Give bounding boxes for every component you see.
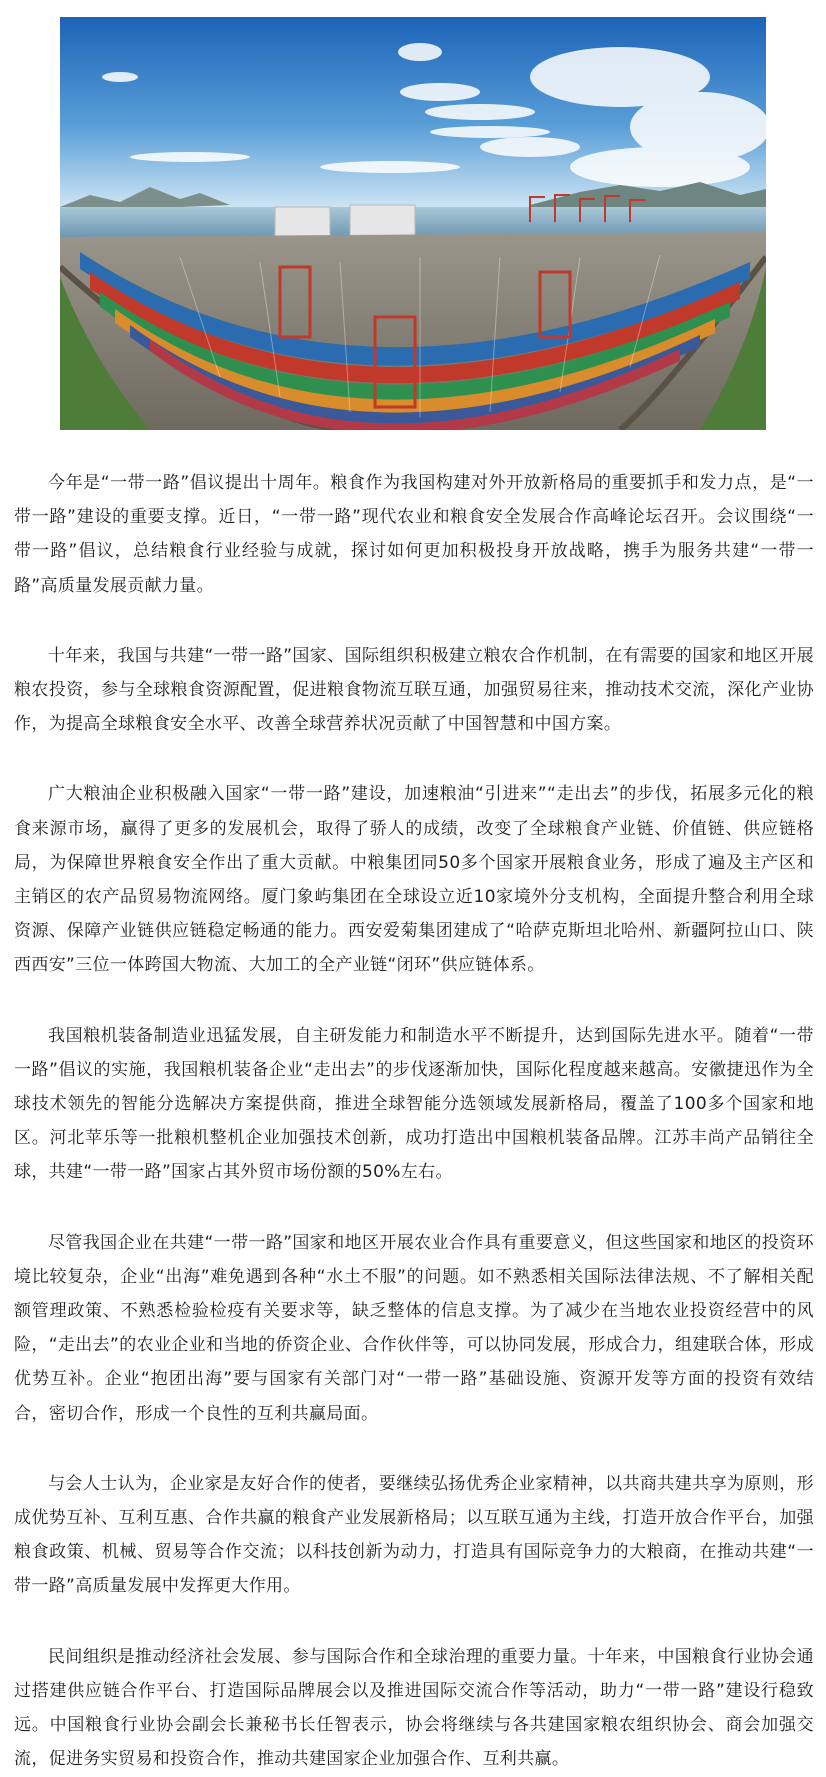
hero-photo-illustration xyxy=(60,17,766,430)
hero-photo-port-containers xyxy=(60,17,766,430)
article-paragraph: 广大粮油企业积极融入国家“一带一路”建设，加速粮油“引进来”“走出去”的步伐，拓展多元化的粮食来源市场，赢得了更多的发展机会，取得了骄人的成绩，改变了全球粮食产业链、价值链、供应链格局，为保障世界粮食安全作出了重大贡献。中粮集团同50多个国家开展粮食业务，形成了遍及主产区和主销区的农产品贸易物流网络。厦门象屿集团在全球设立近10家境外分支机构，全面提升整合利用全球资源、保障产业链供应链稳定畅通的能力。西安爱菊集团建成了“哈萨克斯坦北哈州、新疆阿拉山口、陕西西安”三位一体跨国大物流、大加工的全产业链“闭环”供应链体系。 xyxy=(14,784,814,976)
article-body xyxy=(14,466,814,1777)
article-paragraph: 十年来，我国与共建“一带一路”国家、国际组织积极建立粮农合作机制，在有需要的国家和地区开展粮农投资，参与全球粮食资源配置，促进粮食物流互联互通，加强贸易往来，推动技术交流，深化产业协作，为提高全球粮食安全水平、改善全球营养状况贡献了中国智慧和中国方案。 xyxy=(14,645,814,735)
article-paragraph: 与会人士认为，企业家是友好合作的使者，要继续弘扬优秀企业家精神，以共商共建共享为原则，形成优势互补、互利互惠、合作共赢的粮食产业发展新格局；以互联互通为主线，打造开放合作平台，加强粮食政策、机械、贸易等合作交流；以科技创新为动力，打造具有国际竞争力的大粮商，在推动共建“一带一路”高质量发展中发挥更大作用。 xyxy=(14,1473,814,1597)
article-paragraph: 我国粮机装备制造业迅猛发展，自主研发能力和制造水平不断提升，达到国际先进水平。随着“一带一路”倡议的实施，我国粮机装备企业“走出去”的步伐逐渐加快，国际化程度越来越高。安徽捷迅作为全球技术领先的智能分选解决方案提供商，推进全球智能分选领域发展新格局，覆盖了100多个国家和地区。河北苹乐等一批粮机整机企业加强技术创新，成功打造出中国粮机装备品牌。江苏丰尚产品销往全球，共建“一带一路”国家占其外贸市场份额的50%左右。 xyxy=(14,1025,814,1183)
article-paragraph: 尽管我国企业在共建“一带一路”国家和地区开展农业合作具有重要意义，但这些国家和地区的投资环境比较复杂，企业“出海”难免遇到各种“水土不服”的问题。如不熟悉相关国际法律法规、不了解相关配额管理政策、不熟悉检验检疫有关要求等，缺乏整体的信息支撑。为了减少在当地农业投资经营中的风险，“走出去”的农业企业和当地的侨资企业、合作伙伴等，可以协同发展，形成合力，组建联合体，形成优势互补。企业“抱团出海”要与国家有关部门对“一带一路”基础设施、资源开发等方面的投资有效结合，密切合作，形成一个良性的互利共赢局面。 xyxy=(14,1232,814,1424)
article-paragraph: 今年是“一带一路”倡议提出十周年。粮食作为我国构建对外开放新格局的重要抓手和发力点，是“一带一路”建设的重要支撑。近日，“一带一路”现代农业和粮食安全发展合作高峰论坛召开。会议围绕“一带一路”倡议，总结粮食行业经验与成就，探讨如何更加积极投身开放战略，携手为服务共建“一带一路”高质量发展贡献力量。 xyxy=(14,473,814,596)
article-paragraph: 民间组织是推动经济社会发展、参与国际合作和全球治理的重要力量。十年来，中国粮食行业协会通过搭建供应链合作平台、打造国际品牌展会以及推进国际交流合作等活动，助力“一带一路”建设行稳致远。中国粮食行业协会副会长兼秘书长任智表示，协会将继续与各共建国家粮农组织协会、商会加强交流，促进务实贸易和投资合作，推动共建国家企业加强合作、互利共赢。 xyxy=(14,1646,814,1770)
